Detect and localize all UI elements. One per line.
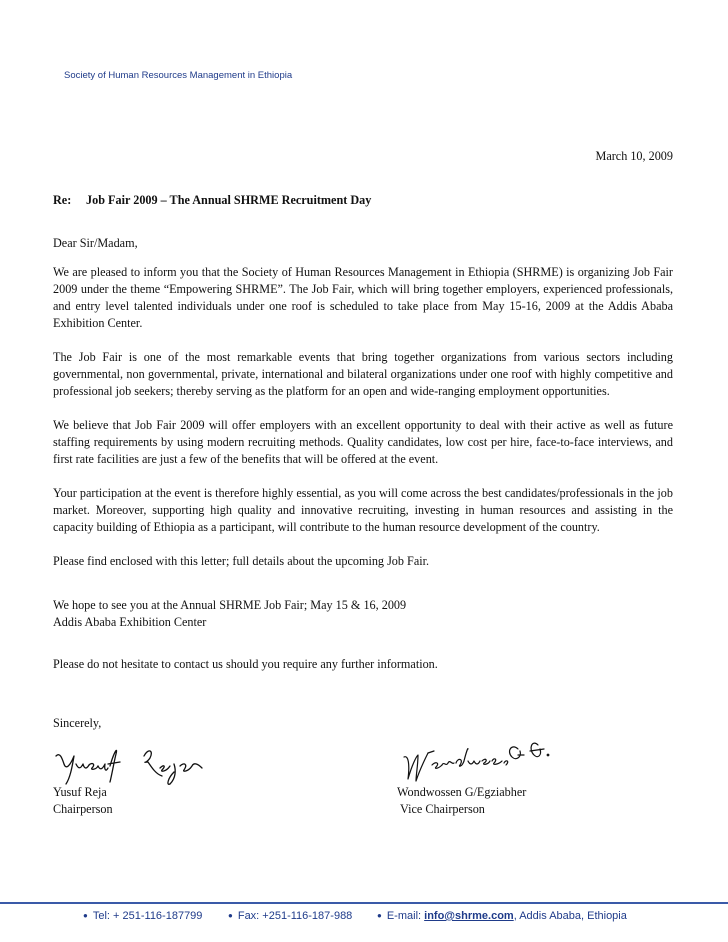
fax-text: Fax: +251-116-187-988 xyxy=(237,910,353,922)
location-text: , Addis Ababa, Ethiopia xyxy=(513,910,627,922)
footer-fax xyxy=(228,910,352,922)
signatory-name: Wondwossen G/Egziabher xyxy=(397,785,527,799)
signatory-title: Chairperson xyxy=(53,802,113,816)
email-link[interactable]: info@shrme.com xyxy=(424,910,514,922)
subject-line xyxy=(53,192,371,209)
footer-divider xyxy=(0,902,728,904)
organization-header: Society of Human Resources Management in Ethiopia xyxy=(64,70,293,81)
subject-label: Re: xyxy=(53,193,72,207)
signature-yusuf-reja xyxy=(52,742,212,788)
body-paragraph: We are pleased to inform you that the Society of Human Resources Management in Ethiopia (SHRME) is organizing Job Fair 2009 under the theme “Empowering SHRME”. The Job Fair, which will bring together employers, experienced professionals, and entry level talented individuals under one roof is scheduled to take place from May 15-16, 2009 at the Addis Ababa Exhibition Center. xyxy=(53,265,673,330)
contact-note: Please do not hesitate to contact us should you require any further information. xyxy=(53,657,438,671)
subject-text: Job Fair 2009 – The Annual SHRME Recruitment Day xyxy=(86,193,372,207)
event-reminder xyxy=(53,597,673,631)
bullet-dot-icon: ● xyxy=(377,911,382,920)
letter-body xyxy=(53,264,673,587)
body-paragraph: The Job Fair is one of the most remarkable events that bring together organizations from various sectors including governmental, non governmental, private, international and bilateral organizations under one roof with highly competitive and professional job seekers; thereby serving as the platform for an open and wide-ranging employment opportunities. xyxy=(53,350,673,398)
signatory-block xyxy=(397,784,526,818)
event-reminder-line: We hope to see you at the Annual SHRME Job Fair; May 15 & 16, 2009 xyxy=(53,598,407,612)
tel-text: Tel: + 251-116-187799 xyxy=(92,910,203,922)
signatory-title: Vice Chairperson xyxy=(400,802,485,816)
email-label: E-mail: xyxy=(386,910,422,922)
footer-tel xyxy=(83,910,202,922)
sign-off: Sincerely, xyxy=(53,716,102,730)
body-paragraph: We believe that Job Fair 2009 will offer employers with an excellent opportunity to deal with their active as well as future staffing requirements by using modern recruiting methods. Quality candidates, low cost per hire, face-to-face interviews, and first rate facilities are just a few of the benefits that will be offered at the event. xyxy=(53,418,673,466)
salutation: Dear Sir/Madam, xyxy=(53,236,138,250)
footer-email xyxy=(377,910,627,922)
bullet-dot-icon: ● xyxy=(228,911,233,920)
bullet-dot-icon: ● xyxy=(83,911,88,920)
signatory-block xyxy=(53,784,113,818)
signatory-name: Yusuf Reja xyxy=(53,785,107,799)
body-paragraph: Your participation at the event is therefore highly essential, as you will come across the best candidates/professionals in the job market. Moreover, supporting high quality and innovative recruiting, investing in human resources and assisting in the capacity building of Ethiopia as a participant, will contribute to the human resource development of the country. xyxy=(53,486,673,534)
signature-wondwossen xyxy=(398,735,558,787)
event-venue-line: Addis Ababa Exhibition Center xyxy=(53,615,207,629)
letter-date: March 10, 2009 xyxy=(595,149,673,163)
body-paragraph: Please find enclosed with this letter; full details about the upcoming Job Fair. xyxy=(53,554,430,568)
